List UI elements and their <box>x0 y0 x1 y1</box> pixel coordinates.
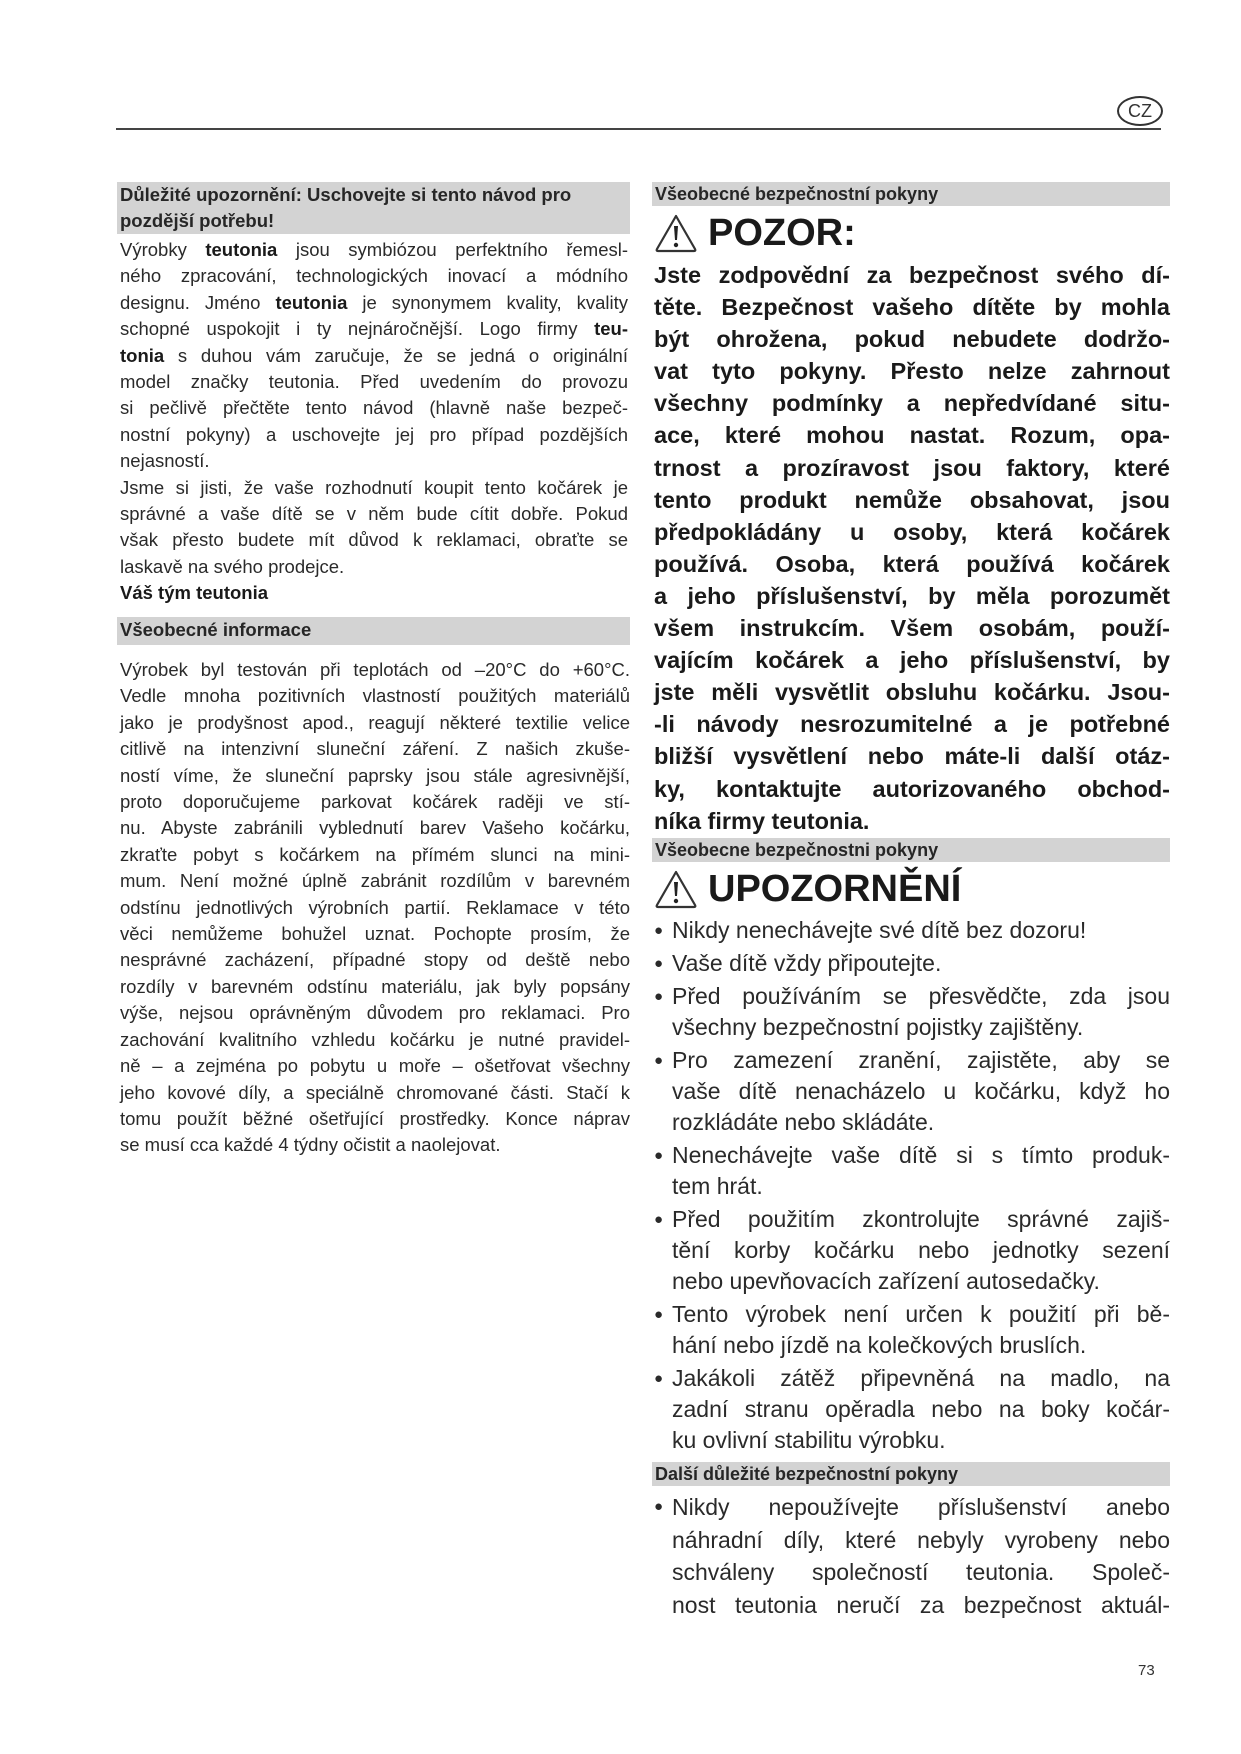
bullet-icon: ● <box>654 1052 664 1069</box>
bold-text: teu- <box>594 318 628 340</box>
header-rule <box>116 128 1161 130</box>
bullet-item <box>654 1299 1170 1361</box>
important-notice-text <box>120 237 628 607</box>
text-line: Před použitím zkontrolujte správné zajiš- <box>672 1206 1170 1232</box>
language-badge-cz: CZ <box>1117 96 1163 126</box>
section-heading-safety: Všeobecné bezpečnostní pokyny <box>652 182 1170 206</box>
text-line: věci nemůžeme bohužel uznat. Pochopte prosím, že <box>120 923 630 945</box>
text-line: ku ovlivní stabilitu výrobku. <box>672 1427 946 1453</box>
text-segment: jsou symbiózou perfektního řemesl- <box>277 239 629 260</box>
text-line: Nikdy nenechávejte své dítě bez dozoru! <box>672 917 1087 943</box>
text-line: model značky teutonia. Před uvedením do provozu <box>120 371 628 393</box>
warning-title: UPOZORNĚNÍ <box>708 867 962 910</box>
text-line: vajícím kočárek a jeho příslušenství, by <box>654 647 1170 674</box>
text-line: správné a vaše dítě se v něm bude cítit dobře. Pokud <box>120 503 628 525</box>
bullet-item <box>654 1204 1170 1297</box>
text-line: jste měli vysvětlit obsluhu kočárku. Jsou- <box>654 679 1170 706</box>
text-line: jako je prodyšnost apod., reagují některé textilie velice <box>120 711 630 733</box>
text-line: používá. Osoba, která používá kočárek <box>654 550 1170 577</box>
text-line: Výrobek byl testován při teplotách od –20°C do +60°C. <box>120 659 630 680</box>
text-segment: schopné uspokojit i ty nejnáročnější. Logo firmy <box>120 318 595 340</box>
text-line: se musí cca každé 4 týdny očistit a naolejovat. <box>120 1134 501 1156</box>
bullet-text <box>672 1299 1170 1361</box>
bold-text: teutonia <box>275 291 348 313</box>
warning-triangle-icon <box>654 213 698 253</box>
text-line: tento produkt nemůže obsahovat, jsou <box>654 486 1170 513</box>
bullet-item <box>654 948 1170 979</box>
page-number: 73 <box>1138 1662 1155 1679</box>
text-line: zachování kvalitního vzhledu kočárku je nutné pravidel- <box>120 1028 630 1050</box>
text-line: tění korby kočárku nebo jednotky sezení <box>672 1237 1170 1263</box>
text-line: schváleny společností teutonia. Společ- <box>672 1559 1170 1585</box>
bullet-text <box>672 1204 1170 1297</box>
text-line: těte. Bezpečnost vašeho dítěte by mohla <box>654 294 1170 321</box>
text-line: vat tyto pokyny. Přesto nelze zahrnout <box>654 358 1170 385</box>
text-segment: je synonymem kvality, kvality <box>347 291 628 313</box>
section-heading-further-safety: Další důležité bezpečnostní pokyny <box>652 1462 1170 1486</box>
text-line: nostní pokyny) a uschovejte jej pro případ pozdějších <box>120 423 628 445</box>
bullet-icon: ● <box>654 988 664 1005</box>
bullet-icon: ● <box>654 955 664 972</box>
bullet-item <box>654 1045 1170 1138</box>
text-line: ky, kontaktujte autorizovaného obchod- <box>654 775 1170 802</box>
bullet-icon: ● <box>654 1370 664 1387</box>
text-line: nebo upevňovacích zařízení autosedačky. <box>672 1268 1100 1294</box>
text-line: Jakákoli zátěž připevněná na madlo, na <box>672 1365 1170 1391</box>
safety-responsibility-text <box>654 259 1170 837</box>
text-line: si pečlivě přečtěte tento návod (hlavně naše bezpeč- <box>120 397 628 419</box>
section-heading-important <box>117 182 630 234</box>
bullet-text <box>672 948 1170 979</box>
text-line: rozdíly v barevném odstínu materiálu, jak byly popsány <box>120 975 630 997</box>
bullet-text <box>672 1491 1170 1621</box>
text-line: ností víme, že sluneční paprsky jsou stále agresivnější, <box>120 764 630 786</box>
text-line: nu. Abyste zabránili vyblednutí barev Vašeho kočárku, <box>120 817 630 839</box>
text-line: mum. Není možné úplně zabránit rozdílům v barevném <box>120 870 630 892</box>
text-line: nejasností. <box>120 450 210 472</box>
warning-triangle-icon <box>654 869 698 909</box>
text-line: Nenechávejte vaše dítě si s tímto produk- <box>672 1142 1170 1168</box>
text-line <box>120 343 628 369</box>
bullet-text <box>672 981 1170 1043</box>
text-line: hání nebo jízdě na kolečkových bruslích. <box>672 1332 1087 1358</box>
text-segment: s duhou vám zaručuje, že se jedná o originální <box>164 344 628 366</box>
text-line: zadní stranu opěradla nebo na boky kočár- <box>672 1396 1170 1422</box>
text-line: Jsme si jisti, že vaše rozhodnutí koupit tento kočárek je <box>120 476 628 498</box>
warning-title: POZOR: <box>708 211 856 254</box>
text-line: Vedle mnoha pozitivních vlastností použitých materiálů <box>120 685 630 707</box>
bullet-item <box>654 1491 1170 1621</box>
warning-bullet-list <box>654 913 1170 1456</box>
text-line: laskavě na svého prodejce. <box>120 555 345 577</box>
text-line: odstínu jednotlivých výrobních partií. Reklamace v této <box>120 896 630 918</box>
text-line <box>120 290 628 316</box>
bullet-item <box>654 981 1170 1043</box>
text-line: Pro zamezení zranění, zajistěte, aby se <box>672 1047 1170 1073</box>
text-line <box>120 237 628 263</box>
bullet-text <box>672 1140 1170 1202</box>
section-heading-general-info <box>117 617 630 645</box>
further-bullet-list <box>654 1489 1170 1621</box>
bullet-text <box>672 1045 1170 1138</box>
text-line: však přesto budete mít důvod k reklamaci, obraťte se <box>120 529 628 551</box>
text-line: náhradní díly, které nebyly vyrobeny nebo <box>672 1526 1170 1553</box>
text-line: všem instrukcím. Všem osobám, použí- <box>654 615 1170 642</box>
text-line: Před používáním se přesvědčte, zda jsou <box>672 983 1170 1009</box>
bullet-item <box>654 915 1170 946</box>
text-line: trnost a prozíravost jsou faktory, které <box>654 454 1170 481</box>
text-line: předpokládány u osoby, která kočárek <box>654 518 1170 545</box>
section-heading-safety-2: Všeobecne bezpečnostni pokyny <box>652 838 1170 862</box>
text-line: Důležité upozornění: Uschovejte si tento návod pro <box>120 184 572 205</box>
text-line: Vaše dítě vždy připoutejte. <box>672 950 942 976</box>
bullet-item <box>654 1363 1170 1456</box>
text-line: Nikdy nepoužívejte příslušenství anebo <box>672 1494 1170 1520</box>
text-line: tem hrát. <box>672 1173 763 1199</box>
text-line: rozkládáte nebo skládáte. <box>672 1109 935 1135</box>
text-line: zkraťte pobyt s kočárkem na přímém slunci na mini- <box>120 843 630 865</box>
bullet-text <box>672 915 1170 946</box>
text-line: nost teutonia neručí za bezpečnost aktuál- <box>672 1591 1170 1618</box>
bold-text: teutonia <box>205 239 278 260</box>
text-line: ně – a zejména po pobytu u moře – ošetřovat všechny <box>120 1055 630 1077</box>
text-line: tomu použít běžné ošetřující prostředky. Konce náprav <box>120 1107 630 1129</box>
text-line <box>120 316 628 342</box>
text-line: a jeho příslušenství, by měla porozumět <box>654 582 1170 609</box>
warning-upozorneni <box>654 866 961 912</box>
text-line: ného zpracování, technologických inovací a módního <box>120 265 628 287</box>
text-line: níka firmy teutonia. <box>654 807 870 834</box>
text-line: Všeobecné informace <box>120 619 312 640</box>
text-line: být ohrožena, pokud nebudete dodržo- <box>654 326 1170 353</box>
text-line: všechny bezpečnostní pojistky zajištěny. <box>672 1014 1084 1040</box>
bullet-item <box>654 1140 1170 1202</box>
text-line: jeho kovové díly, a speciálně chromované části. Stačí k <box>120 1081 630 1103</box>
text-line: všechny podmínky a nepředvídané situ- <box>654 390 1170 417</box>
text-line: bližší vysvětlení nebo máte-li další otáz- <box>654 743 1170 770</box>
bullet-text <box>672 1363 1170 1456</box>
text-line: Tento výrobek není určen k použití při bě- <box>672 1301 1170 1327</box>
bold-text: tonia <box>120 344 165 366</box>
text-line: pozdější potřebu! <box>120 210 275 231</box>
text-line: nesprávné zacházení, případné stopy od deště nebo <box>120 949 630 971</box>
warning-pozor <box>654 210 856 256</box>
text-segment: Výrobky <box>120 239 206 260</box>
text-line: vaše dítě nenacházelo u kočárku, když ho <box>672 1078 1170 1104</box>
bullet-icon: ● <box>654 1147 664 1164</box>
bold-text: Váš tým teutonia <box>120 582 269 604</box>
bullet-icon: ● <box>654 1306 664 1323</box>
general-info-text <box>120 657 630 1159</box>
text-line: Jste zodpovědní za bezpečnost svého dí- <box>654 262 1170 288</box>
text-line: -li návody nesrozumitelné a je potřebné <box>654 711 1170 738</box>
text-line: ace, které mohou nastat. Rozum, opa- <box>654 422 1170 449</box>
bullet-icon: ● <box>654 1211 664 1228</box>
bullet-icon: ● <box>654 1498 664 1515</box>
text-line <box>120 580 628 606</box>
bullet-icon: ● <box>654 922 664 939</box>
text-line: citlivě na intenzivní sluneční záření. Z našich zkuše- <box>120 738 630 760</box>
text-line: výše, nejsou oprávněným důvodem pro reklamaci. Pro <box>120 1002 630 1024</box>
text-line: proto doporučujeme parkovat kočárek raději ve stí- <box>120 791 630 813</box>
text-segment: designu. Jméno <box>120 291 276 313</box>
